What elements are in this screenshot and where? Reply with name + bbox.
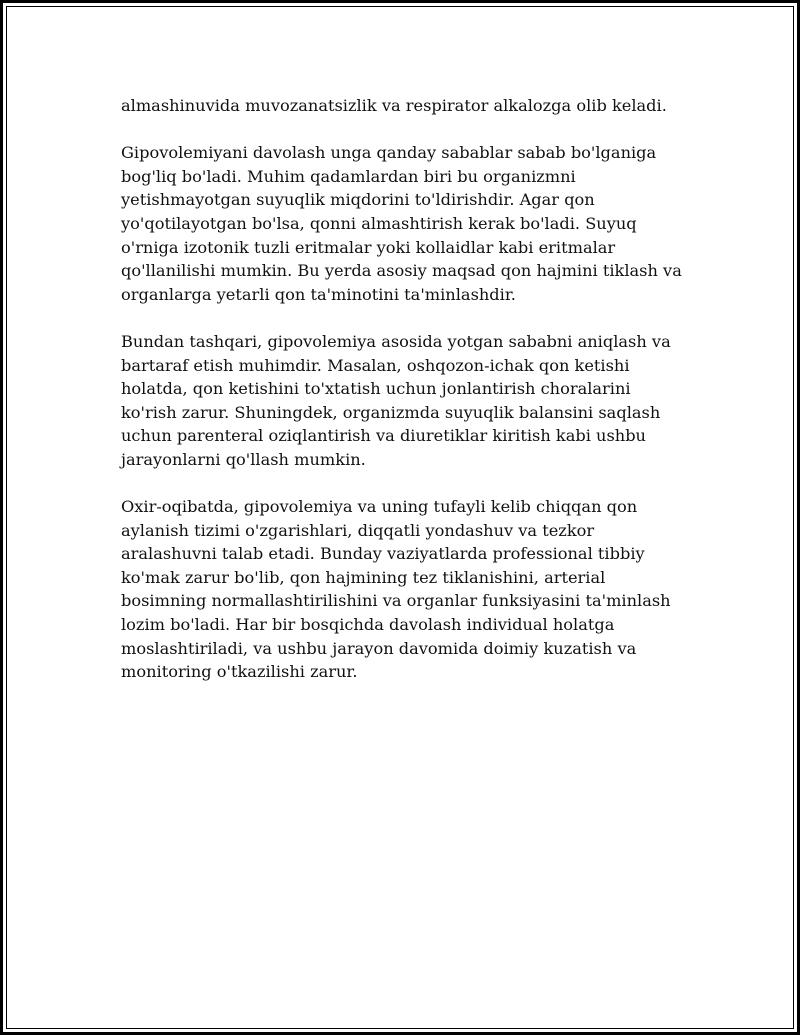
page-body: [121, 94, 691, 707]
paragraph-1: almashinuvida muvozanatsizlik va respirator alkalozga olib keladi.: [121, 96, 667, 115]
paragraph-3: Bundan tashqari, gipovolemiya asosida yotgan sababni aniqlash va bartaraf etish muhimdir. Masalan, oshqozon-ichak qon ketishi holatda, qon ketishini to'xtatish uchun jonlantirish choralarini ko'rish zarur. Shuningdek, organizmda suyuqlik balansini saqlash uchun parenteral oziqlantirish va diuretiklar kiritish kabi ushbu jarayonlarni qo'llash mumkin.: [121, 331, 671, 469]
paragraph-4: Oxir-oqibatda, gipovolemiya va uning tufayli kelib chiqqan qon aylanish tizimi o'zgarishlari, diqqatli yondashuv va tezkor aralashuvni talab etadi. Bunday vaziyatlarda professional tibbiy ko'mak zarur bo'lib, qon hajmining tez tiklanishini, arterial bosimning normallashtirilishini va organlar funksiyasini ta'minlash lozim bo'ladi. Har bir bosqichda davolash individual holatga moslashtiriladi, va ushbu jarayon davomida doimiy kuzatish va monitoring o'tkazilishi zarur.: [121, 497, 671, 682]
paragraph-2: Gipovolemiyani davolash unga qanday sabablar sabab bo'lganiga bog'liq bo'ladi. Muhim qadamlardan biri bu organizmni yetishmayotgan suyuqlik miqdorini to'ldirishdir. Agar qon yo'qotilayotgan bo'lsa, qonni almashtirish kerak bo'ladi. Suyuq o'rniga izotonik tuzli eritmalar yoki kollaidlar kabi eritmalar qo'llanilishi mumkin. Bu yerda asosiy maqsad qon hajmini tiklash va organlarga yetarli qon ta'minotini ta'minlashdir.: [121, 143, 682, 304]
